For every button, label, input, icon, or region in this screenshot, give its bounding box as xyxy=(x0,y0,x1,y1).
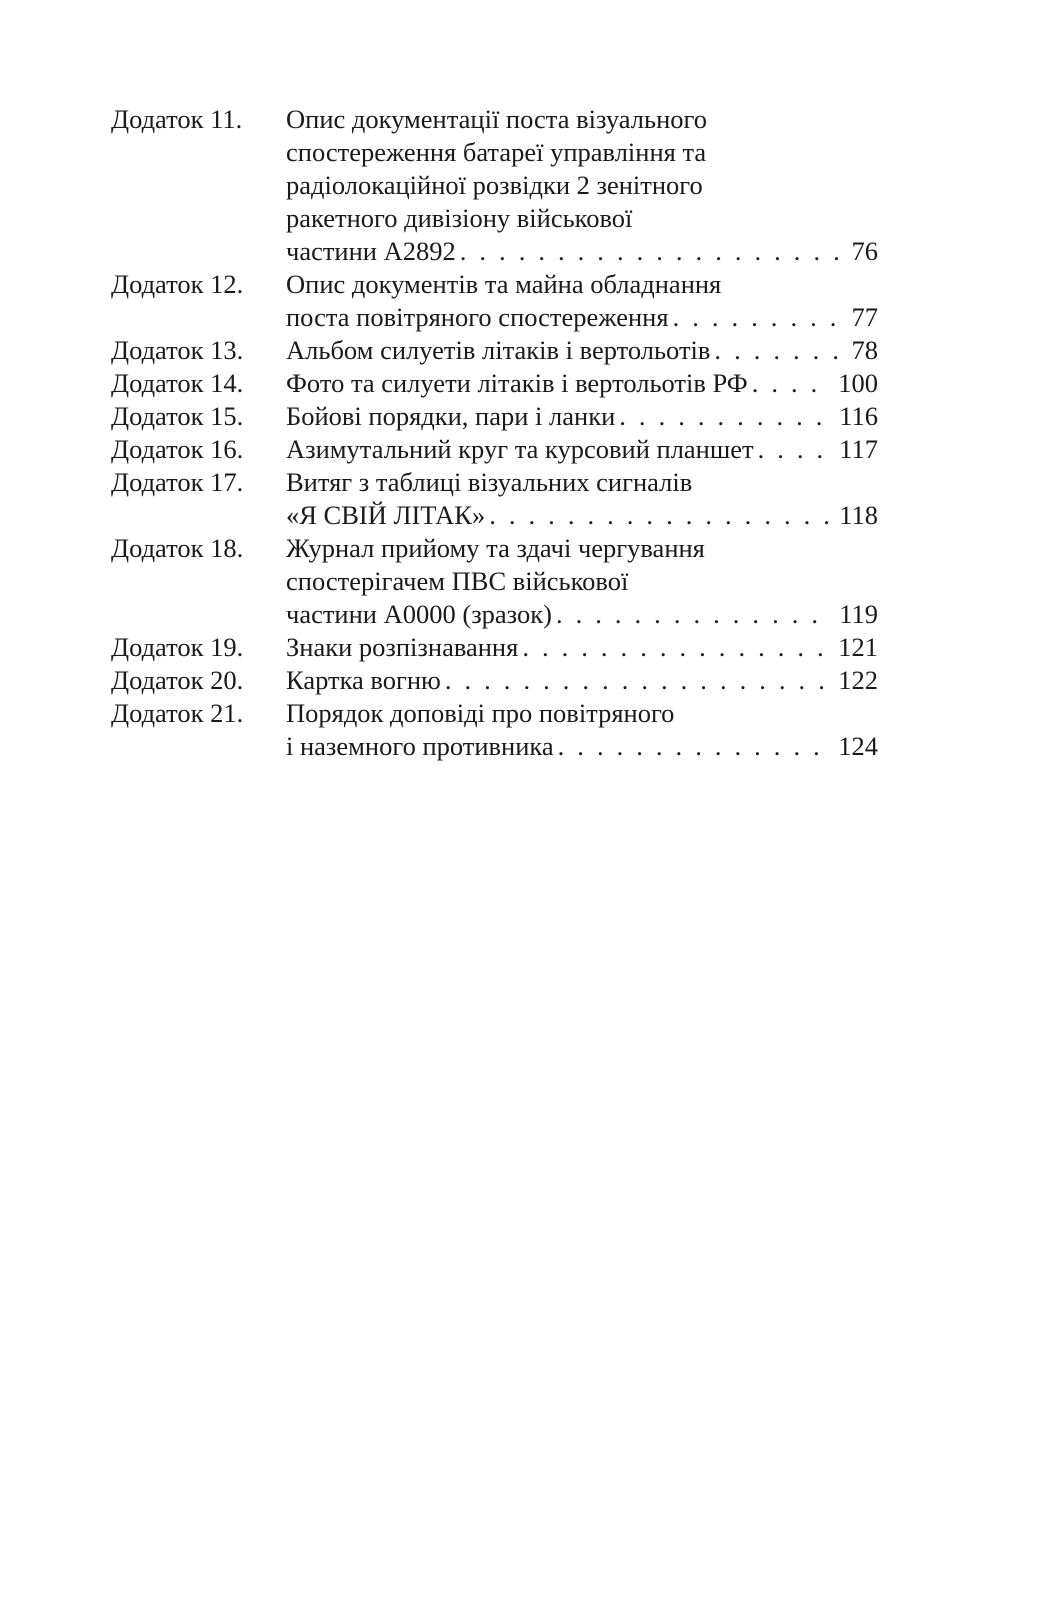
toc-entry xyxy=(111,433,878,466)
title-line: Опис документів та майна обладнання xyxy=(286,269,722,299)
table-of-contents xyxy=(111,103,878,763)
appendix-label: Додаток 17. xyxy=(111,467,244,497)
title-line: спостерігачем ПВС військової xyxy=(286,566,629,596)
page-number: 124 xyxy=(838,731,878,761)
page-number: 100 xyxy=(838,368,878,398)
page-number: 121 xyxy=(838,632,878,662)
toc-entry xyxy=(111,268,878,334)
appendix-label: Додаток 19. xyxy=(111,632,244,662)
dot-leader xyxy=(615,400,831,433)
appendix-title xyxy=(286,466,878,532)
title-line: частини А2892 xyxy=(286,236,456,266)
dot-leader xyxy=(441,664,830,697)
dot-leader xyxy=(748,367,831,400)
appendix-title xyxy=(286,697,878,763)
title-line: спостереження батареї управління та xyxy=(286,137,707,167)
title-line: Опис документації поста візуального xyxy=(286,104,707,134)
title-last-line xyxy=(286,631,878,664)
appendix-title xyxy=(286,631,878,664)
title-line: радіолокаційної розвідки 2 зенітного xyxy=(286,170,703,200)
title-line: Фото та силуети літаків і вертольотів РФ xyxy=(286,368,748,398)
title-line: Альбом силуетів літаків і вертольотів xyxy=(286,335,711,365)
title-last-line xyxy=(286,334,878,367)
appendix-title xyxy=(286,103,878,268)
toc-entry xyxy=(111,334,878,367)
title-last-line xyxy=(286,433,878,466)
title-last-line xyxy=(286,400,878,433)
toc-entry xyxy=(111,532,878,631)
page-number: 78 xyxy=(851,335,878,365)
title-line: Порядок доповіді про повітряного xyxy=(286,698,675,728)
title-last-line xyxy=(286,235,878,268)
dot-leader xyxy=(485,499,831,532)
title-last-line xyxy=(286,598,878,631)
toc-entry xyxy=(111,697,878,763)
toc-entry xyxy=(111,367,878,400)
appendix-label: Додаток 15. xyxy=(111,401,244,431)
appendix-title xyxy=(286,400,878,433)
appendix-label: Додаток 14. xyxy=(111,368,244,398)
dot-leader xyxy=(669,301,844,334)
appendix-title xyxy=(286,532,878,631)
dot-leader xyxy=(710,334,843,367)
appendix-title xyxy=(286,367,878,400)
title-last-line xyxy=(286,367,878,400)
title-line: Знаки розпізнавання xyxy=(286,632,519,662)
appendix-title xyxy=(286,334,878,367)
appendix-label: Додаток 11. xyxy=(111,104,243,134)
toc-entry xyxy=(111,664,878,697)
title-line: поста повітряного спостереження xyxy=(286,302,669,332)
page-number: 77 xyxy=(851,302,878,332)
title-line: Азимутальний круг та курсовий планшет xyxy=(286,434,754,464)
toc-entry xyxy=(111,103,878,268)
toc-entry xyxy=(111,631,878,664)
title-line: Журнал прийому та здачі чергування xyxy=(286,533,705,563)
appendix-label: Додаток 21. xyxy=(111,698,244,728)
title-last-line xyxy=(286,499,878,532)
dot-leader xyxy=(554,730,831,763)
title-line: «Я СВІЙ ЛІТАК» xyxy=(286,500,486,530)
page-number: 76 xyxy=(851,236,878,266)
dot-leader xyxy=(518,631,830,664)
page-number: 117 xyxy=(839,434,878,464)
appendix-label: Додаток 20. xyxy=(111,665,244,695)
title-last-line xyxy=(286,730,878,763)
title-line: ракетного дивізіону військової xyxy=(286,203,633,233)
appendix-title xyxy=(286,433,878,466)
title-line: Картка вогню xyxy=(286,665,441,695)
page-number: 119 xyxy=(839,599,878,629)
dot-leader xyxy=(754,433,832,466)
dot-leader xyxy=(552,598,831,631)
page-number: 122 xyxy=(838,665,878,695)
page-number: 118 xyxy=(839,500,878,530)
title-line: Бойові порядки, пари і ланки xyxy=(286,401,616,431)
appendix-label: Додаток 12. xyxy=(111,269,244,299)
dot-leader xyxy=(456,235,844,268)
title-line: Витяг з таблиці візуальних сигналів xyxy=(286,467,693,497)
appendix-title xyxy=(286,664,878,697)
title-line: і наземного противника xyxy=(286,731,554,761)
appendix-label: Додаток 18. xyxy=(111,533,244,563)
title-line: частини А0000 (зразок) xyxy=(286,599,552,629)
appendix-label: Додаток 13. xyxy=(111,335,244,365)
title-last-line xyxy=(286,301,878,334)
appendix-label: Додаток 16. xyxy=(111,434,244,464)
title-last-line xyxy=(286,664,878,697)
toc-entry xyxy=(111,400,878,433)
page-number: 116 xyxy=(839,401,878,431)
toc-entry xyxy=(111,466,878,532)
appendix-title xyxy=(286,268,878,334)
